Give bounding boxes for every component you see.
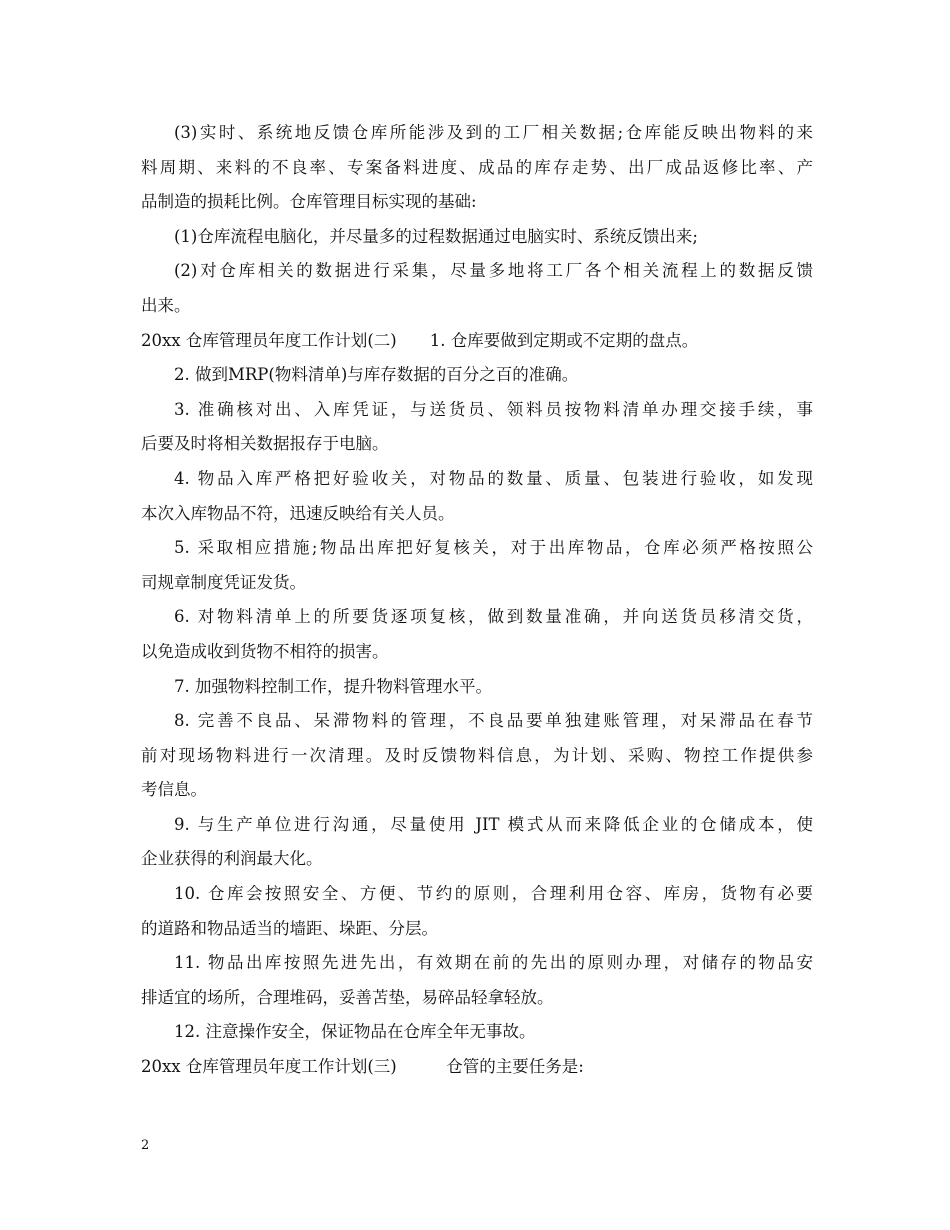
text-line: 12. 注意操作安全，保证物品在仓库全年无事故。 [174, 1022, 536, 1042]
text-line: 前对现场物料进行一次清理。及时反馈物料信息，为计划、采购、物控工作提供参 [141, 745, 813, 765]
text-line: (1)仓库流程电脑化，并尽量多的过程数据通过电脑实时、系统反馈出来; [174, 226, 698, 246]
text-line: 20xx 仓库管理员年度工作计划(三) 仓管的主要任务是: [141, 1057, 584, 1077]
text-line: (3)实时、系统地反馈仓库所能涉及到的工厂相关数据;仓库能反映出物料的来 [174, 123, 813, 142]
text-line: 料周期、来料的不良率、专案备料进度、成品的库存走势、出厂成品返修比率、产 [141, 157, 813, 177]
text-line: 本次入库物品不符，迅速反映给有关人员。 [141, 503, 455, 523]
text-line: 考信息。 [141, 780, 207, 800]
text-line: 后要及时将相关数据报存于电脑。 [141, 434, 389, 454]
text-line: 7. 加强物料控制工作，提升物料管理水平。 [174, 676, 492, 696]
text-line: 排适宜的场所，合理堆码，妥善苫垫，易碎品轻拿轻放。 [141, 987, 554, 1007]
text-line: 5. 采取相应措施;物品出库把好复核关，对于出库物品，仓库必须严格按照公 [174, 538, 813, 558]
text-line: 8. 完善不良品、呆滞物料的管理，不良品要单独建账管理，对呆滞品在春节 [174, 711, 813, 731]
text-line: 6. 对物料清单上的所要货逐项复核，做到数量准确，并向送货员移清交货， [174, 607, 813, 627]
text-line: 企业获得的利润最大化。 [141, 849, 323, 869]
text-line: 出来。 [141, 295, 191, 315]
text-line: 的道路和物品适当的墙距、垛距、分层。 [141, 918, 438, 938]
text-line: 司规章制度凭证发货。 [141, 572, 306, 592]
document-body [141, 116, 813, 1085]
text-line: 11. 物品出库按照先进先出，有效期在前的先出的原则办理，对储存的物品安 [174, 953, 813, 973]
text-line: (2)对仓库相关的数据进行采集，尽量多地将工厂各个相关流程上的数据反馈 [174, 261, 813, 281]
text-line: 10. 仓库会按照安全、方便、节约的原则，合理利用仓容、库房，货物有必要 [174, 884, 813, 904]
text-line: 以免造成收到货物不相符的损害。 [141, 641, 389, 661]
page-number: 2 [141, 1138, 150, 1153]
text-line: 2. 做到MRP(物料清单)与库存数据的百分之百的准确。 [174, 365, 579, 385]
text-line: 3. 准确核对出、入库凭证，与送货员、领料员按物料清单办理交接手续，事 [174, 399, 813, 419]
text-line: 20xx 仓库管理员年度工作计划(二) 1. 仓库要做到定期或不定期的盘点。 [141, 330, 699, 350]
text-line: 品制造的损耗比例。仓库管理目标实现的基础: [141, 192, 477, 212]
text-line: 9. 与生产单位进行沟通，尽量使用 JIT 模式从而来降低企业的仓储成本，使 [174, 814, 813, 834]
text-line: 4. 物品入库严格把好验收关，对物品的数量、质量、包装进行验收，如发现 [174, 468, 813, 488]
